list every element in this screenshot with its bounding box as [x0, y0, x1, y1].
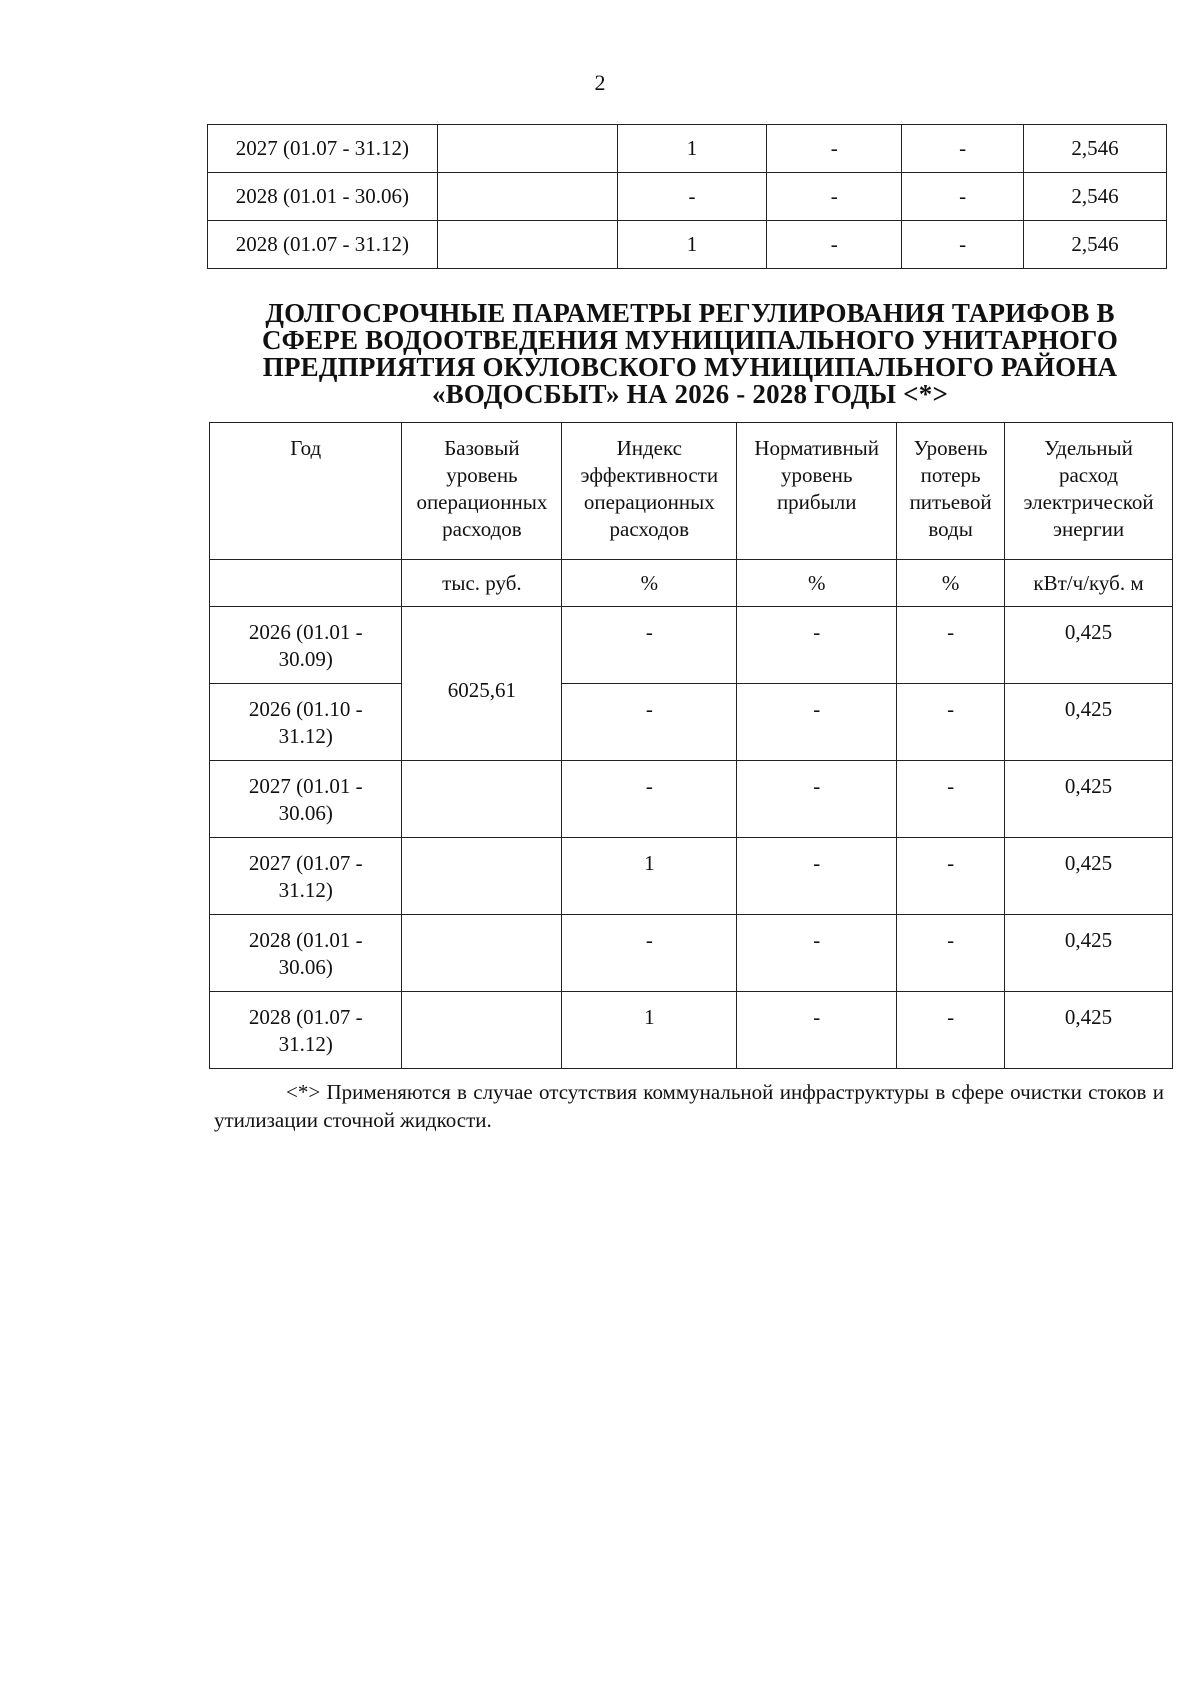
- table-cell: 2027 (01.07 - 31.12): [208, 125, 438, 173]
- year-line: 2028 (01.01 -: [248, 928, 363, 952]
- unit-cell: %: [737, 560, 897, 607]
- losses-cell: -: [897, 915, 1005, 992]
- header-row: [210, 423, 1173, 560]
- table-cell: -: [767, 125, 902, 173]
- table-cell: 2028 (01.01 - 30.06): [208, 173, 438, 221]
- year-line: 2027 (01.07 -: [248, 851, 363, 875]
- heading-line: ДОЛГОСРОЧНЫЕ ПАРАМЕТРЫ РЕГУЛИРОВАНИЯ ТАРИФОВ В: [265, 298, 1115, 328]
- profit-cell: -: [737, 684, 897, 761]
- year-line: 30.09): [278, 647, 333, 671]
- table-cell: [437, 221, 617, 269]
- table-row: [210, 607, 1173, 684]
- heading-line: ПРЕДПРИЯТИЯ ОКУЛОВСКОГО МУНИЦИПАЛЬНОГО РАЙОНА: [262, 352, 1118, 382]
- header-cell: Нормативный уровень прибыли: [737, 423, 897, 560]
- year-line: 2027 (01.01 -: [248, 774, 363, 798]
- index-cell: -: [562, 761, 737, 838]
- page-number: 2: [594, 70, 606, 95]
- table-row: [210, 684, 1173, 761]
- year-line: 2026 (01.01 -: [248, 620, 363, 644]
- base-cost-cell: 6025,61: [402, 607, 562, 761]
- year-cell: [210, 607, 402, 684]
- profit-cell: -: [737, 607, 897, 684]
- year-line: 2026 (01.10 -: [248, 697, 363, 721]
- section-heading: [220, 300, 1160, 408]
- table-cell: 2028 (01.07 - 31.12): [208, 221, 438, 269]
- profit-cell: -: [737, 915, 897, 992]
- table-cell: 1: [617, 125, 767, 173]
- losses-cell: -: [897, 684, 1005, 761]
- year-cell: [210, 838, 402, 915]
- table-row: [208, 125, 1167, 173]
- energy-cell: 0,425: [1005, 992, 1173, 1069]
- table-cell: [437, 125, 617, 173]
- table-row: [208, 221, 1167, 269]
- year-cell: [210, 684, 402, 761]
- table-row: [210, 838, 1173, 915]
- table-cell: 2,546: [1024, 173, 1167, 221]
- energy-cell: 0,425: [1005, 684, 1173, 761]
- long-term-parameters-table: [209, 422, 1173, 1069]
- table-cell: 2,546: [1024, 125, 1167, 173]
- header-cell: Год: [210, 423, 402, 560]
- header-cell: Индекс эффективности операционных расходов: [562, 423, 737, 560]
- year-line: 31.12): [278, 724, 333, 748]
- table-cell: [437, 173, 617, 221]
- table-cell: -: [902, 125, 1024, 173]
- unit-cell: [210, 560, 402, 607]
- index-cell: 1: [562, 838, 737, 915]
- footnote: <*> Применяются в случае отсутствия коммунальной инфраструктуры в сфере очистки стоков и утилизации сточной жидкости.: [214, 1080, 1164, 1132]
- header-cell: Базовый уровень операционных расходов: [402, 423, 562, 560]
- header-cell: Удельный расход электрической энергии: [1005, 423, 1173, 560]
- unit-cell: тыс. руб.: [402, 560, 562, 607]
- losses-cell: -: [897, 992, 1005, 1069]
- base-cost-cell: [402, 838, 562, 915]
- profit-cell: -: [737, 992, 897, 1069]
- table-cell: 1: [617, 221, 767, 269]
- table-cell: -: [617, 173, 767, 221]
- heading-line: СФЕРЕ ВОДООТВЕДЕНИЯ МУНИЦИПАЛЬНОГО УНИТАРНОГО: [261, 325, 1119, 355]
- index-cell: -: [562, 684, 737, 761]
- table-cell: -: [767, 221, 902, 269]
- table-row: [208, 173, 1167, 221]
- table-cell: -: [902, 221, 1024, 269]
- header-cell: Уровень потерь питьевой воды: [897, 423, 1005, 560]
- profit-cell: -: [737, 761, 897, 838]
- heading-line: «ВОДОСБЫТ» НА 2026 - 2028 ГОДЫ <*>: [431, 379, 949, 409]
- energy-cell: 0,425: [1005, 761, 1173, 838]
- index-cell: -: [562, 915, 737, 992]
- year-cell: [210, 915, 402, 992]
- table-row: [210, 915, 1173, 992]
- year-line: 31.12): [278, 878, 333, 902]
- units-row: [210, 560, 1173, 607]
- losses-cell: -: [897, 838, 1005, 915]
- top-table-continuation: [207, 124, 1167, 269]
- table-cell: 2,546: [1024, 221, 1167, 269]
- unit-cell: кВт/ч/куб. м: [1005, 560, 1173, 607]
- base-cost-cell: [402, 761, 562, 838]
- base-cost-cell: [402, 992, 562, 1069]
- year-cell: [210, 761, 402, 838]
- losses-cell: -: [897, 607, 1005, 684]
- losses-cell: -: [897, 761, 1005, 838]
- year-cell: [210, 992, 402, 1069]
- profit-cell: -: [737, 838, 897, 915]
- table-cell: -: [902, 173, 1024, 221]
- year-line: 30.06): [278, 801, 333, 825]
- energy-cell: 0,425: [1005, 915, 1173, 992]
- index-cell: -: [562, 607, 737, 684]
- energy-cell: 0,425: [1005, 838, 1173, 915]
- year-line: 31.12): [278, 1032, 333, 1056]
- energy-cell: 0,425: [1005, 607, 1173, 684]
- table-cell: -: [767, 173, 902, 221]
- year-line: 2028 (01.07 -: [248, 1005, 363, 1029]
- table-row: [210, 761, 1173, 838]
- base-cost-cell: [402, 915, 562, 992]
- unit-cell: %: [897, 560, 1005, 607]
- table-row: [210, 992, 1173, 1069]
- unit-cell: %: [562, 560, 737, 607]
- year-line: 30.06): [278, 955, 333, 979]
- index-cell: 1: [562, 992, 737, 1069]
